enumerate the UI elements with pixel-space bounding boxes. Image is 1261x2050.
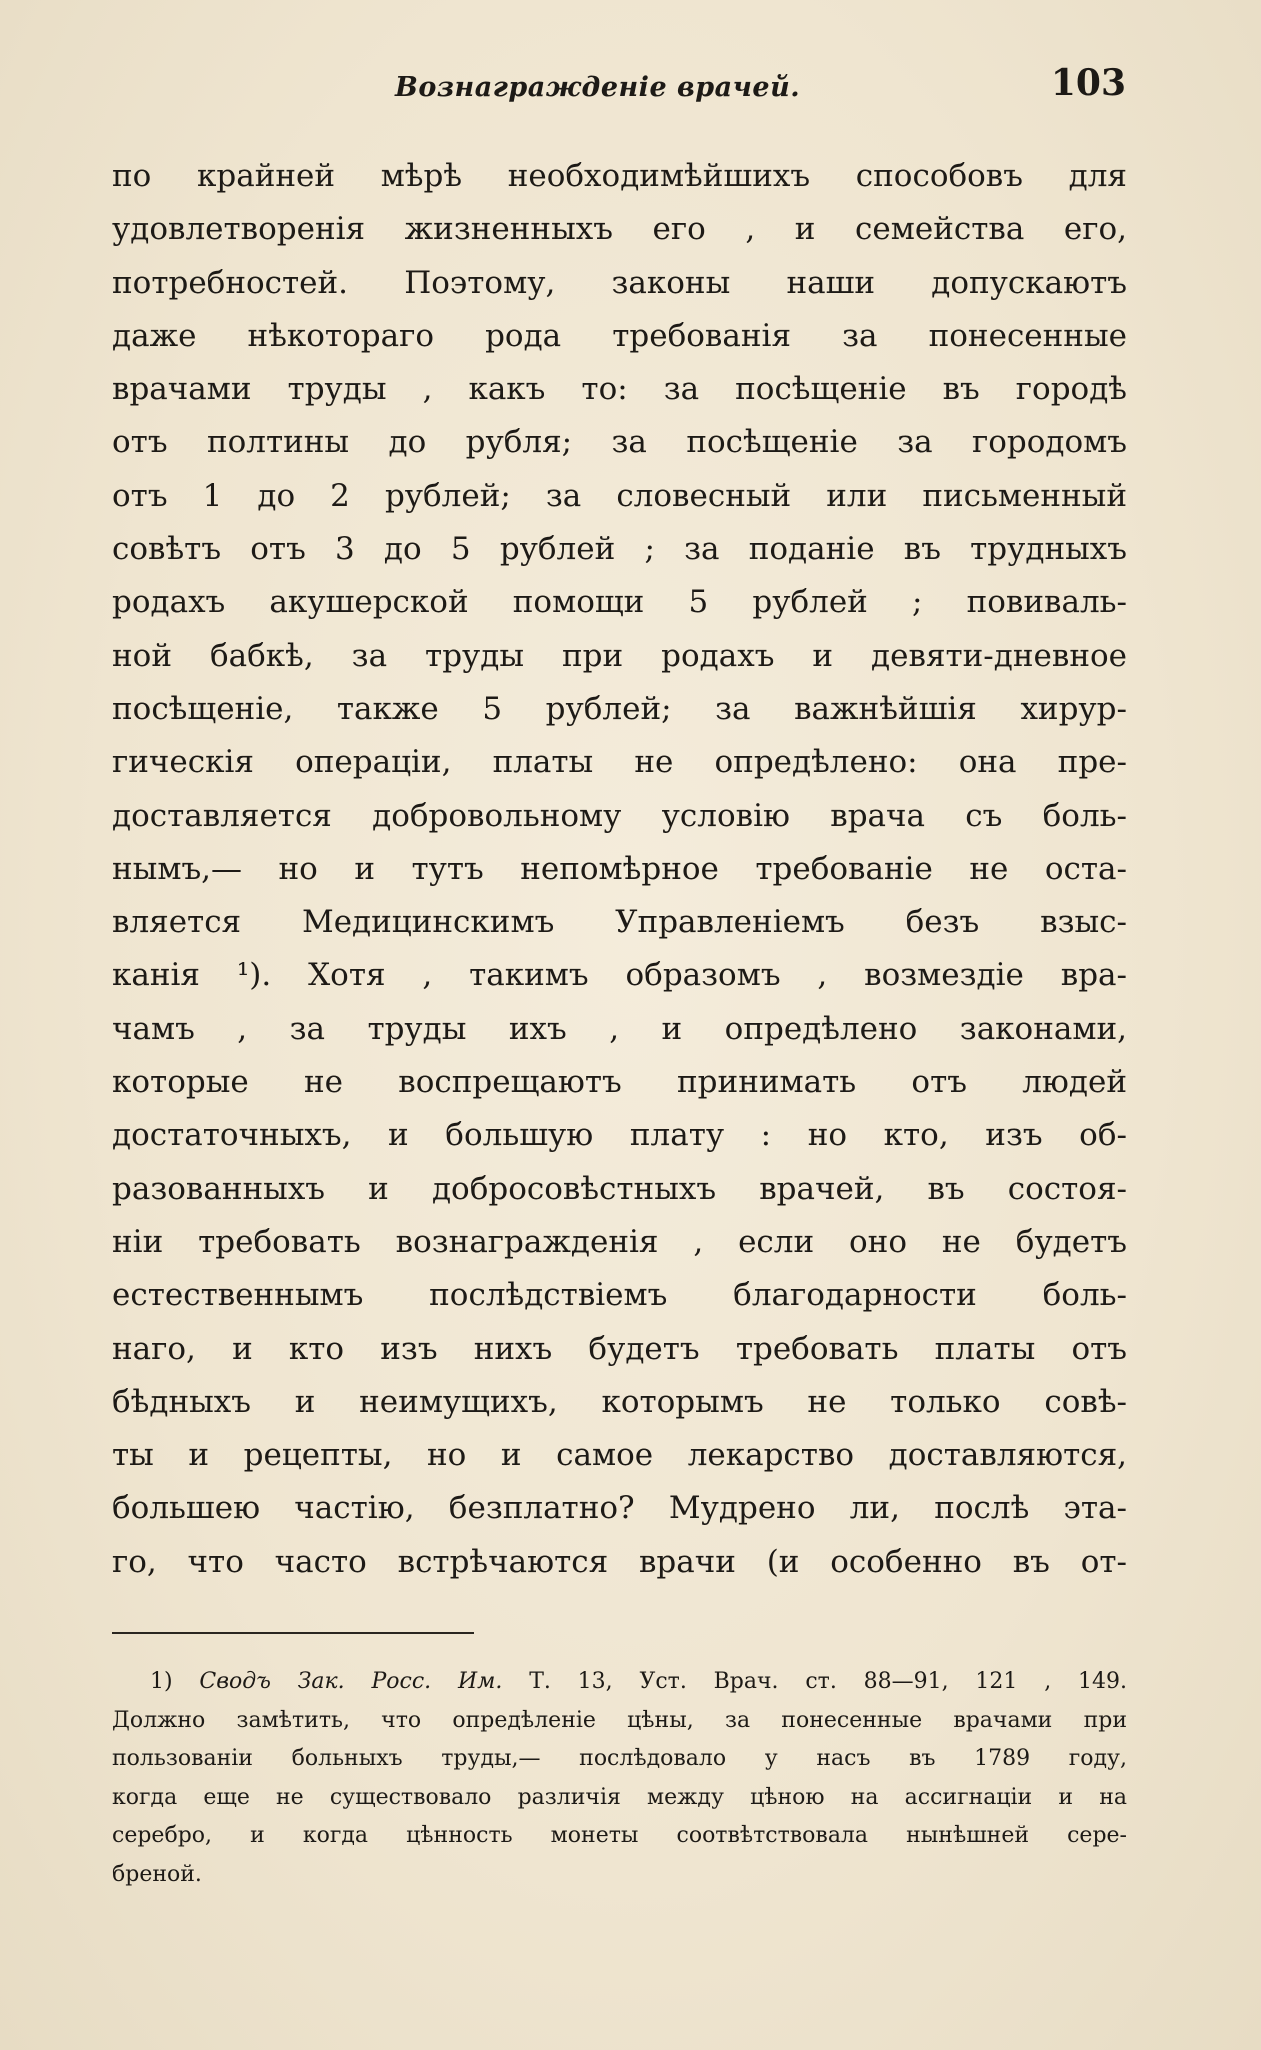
text-line: отъ полтины до рубля; за посѣщеніе за городомъ bbox=[112, 424, 1127, 461]
text-line: бѣдныхъ и неимущихъ, которымъ не только совѣ- bbox=[112, 1383, 1127, 1420]
text-line: естественнымъ послѣдствіемъ благодарности боль- bbox=[112, 1277, 1127, 1314]
text-line: потребностей. Поэтому, законы наши допускаютъ bbox=[112, 264, 1127, 301]
page-number: 103 bbox=[1050, 62, 1126, 104]
running-title: Вознагражденіе врачей. bbox=[395, 72, 801, 103]
text-line: гическія операціи, платы не опредѣлено: она пре- bbox=[112, 744, 1127, 781]
text-line: даже нѣкотораго рода требованія за понесенные bbox=[112, 317, 1127, 354]
text-line: разованныхъ и добросовѣстныхъ врачей, въ состоя- bbox=[112, 1170, 1127, 1207]
text-line: ной бабкѣ, за труды при родахъ и девяти-дневное bbox=[112, 637, 1127, 674]
text-line: наго, и кто изъ нихъ будетъ требовать платы отъ bbox=[112, 1330, 1127, 1367]
text-line: отъ 1 до 2 рублей; за словесный или письменный bbox=[112, 477, 1127, 514]
text-line: большею частію, безплатно? Мудрено ли, послѣ эта- bbox=[112, 1490, 1127, 1527]
text-line: доставляется добровольному условію врача съ боль- bbox=[112, 797, 1127, 834]
text-line: вляется Медицинскимъ Управленіемъ безъ взыс- bbox=[112, 904, 1127, 941]
footnote-line: бреной. bbox=[112, 1861, 202, 1887]
text-line: чамъ , за труды ихъ , и опредѣлено законами, bbox=[112, 1010, 1127, 1047]
text-line: которые не воспрещаютъ принимать отъ людей bbox=[112, 1064, 1127, 1101]
text-line: канія ¹). Хотя , такимъ образомъ , возмездіе вра- bbox=[112, 957, 1127, 994]
text-line: врачами труды , какъ то: за посѣщеніе въ городѣ bbox=[112, 371, 1127, 408]
footnote-line: серебро, и когда цѣнность монеты соотвѣтствовала нынѣшней сере- bbox=[112, 1823, 1127, 1849]
text-line: совѣтъ отъ 3 до 5 рублей ; за поданіе въ трудныхъ bbox=[112, 531, 1127, 568]
text-line: го, что часто встрѣчаются врачи (и особенно въ от- bbox=[112, 1543, 1127, 1580]
footnote-line: пользованіи больныхъ труды,— послѣдовало у насъ въ 1789 году, bbox=[112, 1746, 1127, 1772]
running-head bbox=[110, 62, 1126, 112]
footnote-line: Должно замѣтить, что опредѣленіе цѣны, за понесенные врачами при bbox=[112, 1707, 1127, 1733]
body-text bbox=[112, 150, 1127, 1589]
footnote-source: Сводъ Зак. Росс. Им. bbox=[199, 1669, 503, 1694]
footnote-citation-line bbox=[112, 1663, 1127, 1702]
text-line: нымъ,— но и тутъ непомѣрное требованіе не оста- bbox=[112, 850, 1127, 887]
text-line: ты и рецепты, но и самое лекарство доставляются, bbox=[112, 1437, 1127, 1474]
footnote-divider bbox=[112, 1632, 474, 1634]
footnote-citation: Т. 13, Уст. Врач. ст. 88—91, 121 , 149. bbox=[529, 1669, 1127, 1694]
text-line: достаточныхъ, и большую плату : но кто, изъ об- bbox=[112, 1117, 1127, 1154]
text-line: удовлетворенія жизненныхъ его , и семейства его, bbox=[112, 211, 1127, 248]
text-line: по крайней мѣрѣ необходимѣйшихъ способовъ для bbox=[112, 158, 1127, 194]
text-line: родахъ акушерской помощи 5 рублей ; повиваль- bbox=[112, 584, 1127, 621]
footnote-marker: 1) bbox=[150, 1669, 173, 1694]
footnote bbox=[112, 1663, 1127, 1895]
text-line: ніи требовать вознагражденія , если оно не будетъ bbox=[112, 1223, 1127, 1260]
text-line: посѣщеніе, также 5 рублей; за важнѣйшія хирур- bbox=[112, 690, 1127, 727]
footnote-line: когда еще не существовало различія между цѣною на ассигнаціи и на bbox=[112, 1784, 1127, 1810]
